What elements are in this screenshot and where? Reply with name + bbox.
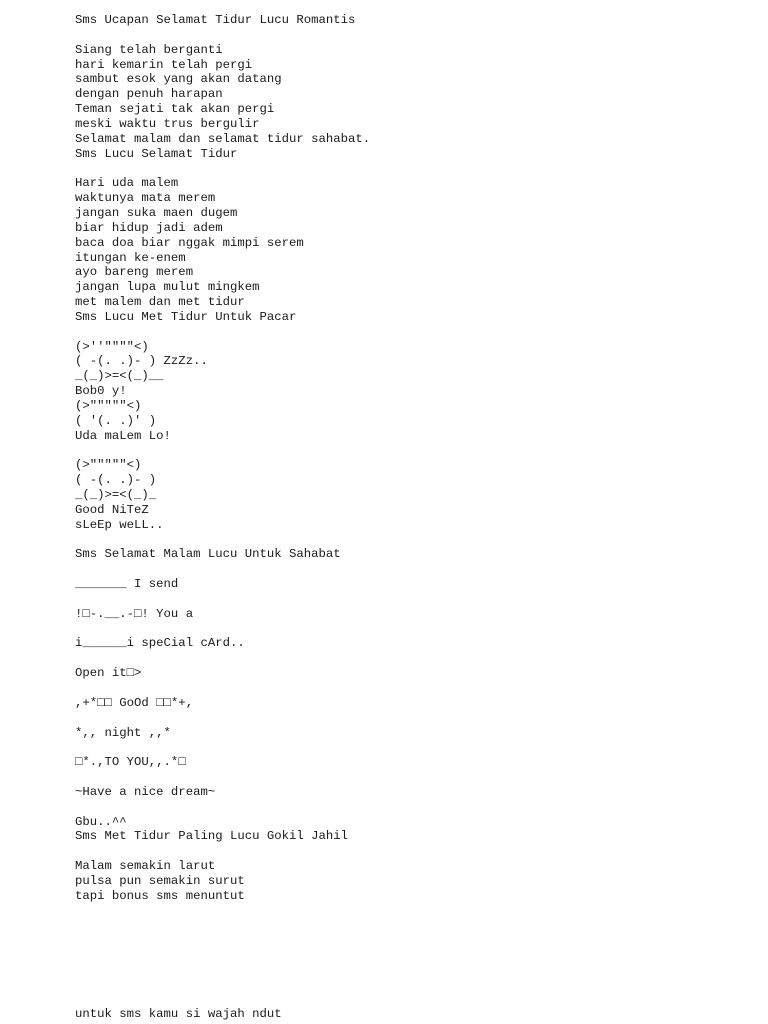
text-line: ayo bareng merem xyxy=(75,265,194,280)
blank-line xyxy=(75,844,755,859)
text-line: Siang telah berganti xyxy=(75,42,223,57)
text-line: hari kemarin telah pergi xyxy=(75,57,253,72)
text-line: Teman sejati tak akan pergi xyxy=(75,102,275,117)
text-line: !□-.__.-□! You a xyxy=(75,606,194,621)
text-line: Bob0 y! xyxy=(75,384,127,399)
text-line: Sms Lucu Selamat Tidur xyxy=(75,146,238,161)
text-line: (>"""""<) xyxy=(75,398,142,413)
blank-line xyxy=(75,622,755,637)
text-line: ( '(. .)' ) xyxy=(75,413,157,428)
blank-line xyxy=(75,651,755,666)
text-line: dengan penuh harapan xyxy=(75,87,223,102)
text-line: _(_)>=<(_)_ xyxy=(75,488,157,502)
blank-line xyxy=(75,443,755,458)
text-line: Malam semakin larut xyxy=(75,859,216,874)
text-line: i______i speCial cArd.. xyxy=(75,636,245,651)
blank-line xyxy=(75,533,755,548)
text-line: (>"""""<) xyxy=(75,458,142,473)
text-line: *,, night ,,* xyxy=(75,725,171,740)
document-last-line: untuk sms kamu si wajah ndut xyxy=(75,1007,282,1021)
text-line: Gbu..^^ xyxy=(75,814,127,829)
text-line: met malem dan met tidur xyxy=(75,295,245,310)
text-line: Uda maLem Lo! xyxy=(75,428,171,443)
text-line: sLeEp weLL.. xyxy=(75,517,164,532)
text-line: Good NiTeZ xyxy=(75,502,149,517)
text-line: baca doa biar nggak mimpi serem xyxy=(75,235,304,250)
text-line: Hari uda malem xyxy=(75,176,179,191)
text-line: itungan ke-enem xyxy=(75,250,186,265)
text-line: Open it□> xyxy=(75,666,142,681)
document-page xyxy=(75,13,755,904)
text-line: jangan lupa mulut mingkem xyxy=(75,280,260,295)
text-line: ,+*□□ GoOd □□*+, xyxy=(75,695,194,710)
text-line: Sms Ucapan Selamat Tidur Lucu Romantis xyxy=(75,13,356,27)
text-line: ( -(. .)- ) xyxy=(75,473,157,488)
blank-line xyxy=(75,681,755,696)
blank-line xyxy=(75,800,755,815)
text-line: jangan suka maen dugem xyxy=(75,205,238,220)
text-line: meski waktu trus bergulir xyxy=(75,116,260,131)
blank-line xyxy=(75,711,755,726)
text-line: pulsa pun semakin surut xyxy=(75,873,245,888)
blank-line xyxy=(75,325,755,340)
text-line: sambut esok yang akan datang xyxy=(75,72,282,87)
text-line: tapi bonus sms menuntut xyxy=(75,888,245,903)
text-line: □*.,TO YOU,,.*□ xyxy=(75,755,186,770)
text-line: _(_)>=<(_)__ xyxy=(75,369,164,384)
blank-line xyxy=(75,562,755,577)
text-line: Sms Met Tidur Paling Lucu Gokil Jahil xyxy=(75,829,349,844)
text-line: ~Have a nice dream~ xyxy=(75,784,216,799)
text-line: _______ I send xyxy=(75,577,179,592)
blank-line xyxy=(75,740,755,755)
text-line: waktunya mata merem xyxy=(75,191,216,206)
blank-line xyxy=(75,592,755,607)
text-line: (>''""""<) xyxy=(75,339,149,354)
text-line: ( -(. .)- ) ZzZz.. xyxy=(75,354,208,369)
text-line: Selamat malam dan selamat tidur sahabat. xyxy=(75,131,371,146)
text-line: Sms Selamat Malam Lucu Untuk Sahabat xyxy=(75,547,341,562)
text-line: biar hidup jadi adem xyxy=(75,220,223,235)
blank-line xyxy=(75,28,755,43)
blank-line xyxy=(75,161,755,176)
text-line: Sms Lucu Met Tidur Untuk Pacar xyxy=(75,309,297,324)
blank-line xyxy=(75,770,755,785)
